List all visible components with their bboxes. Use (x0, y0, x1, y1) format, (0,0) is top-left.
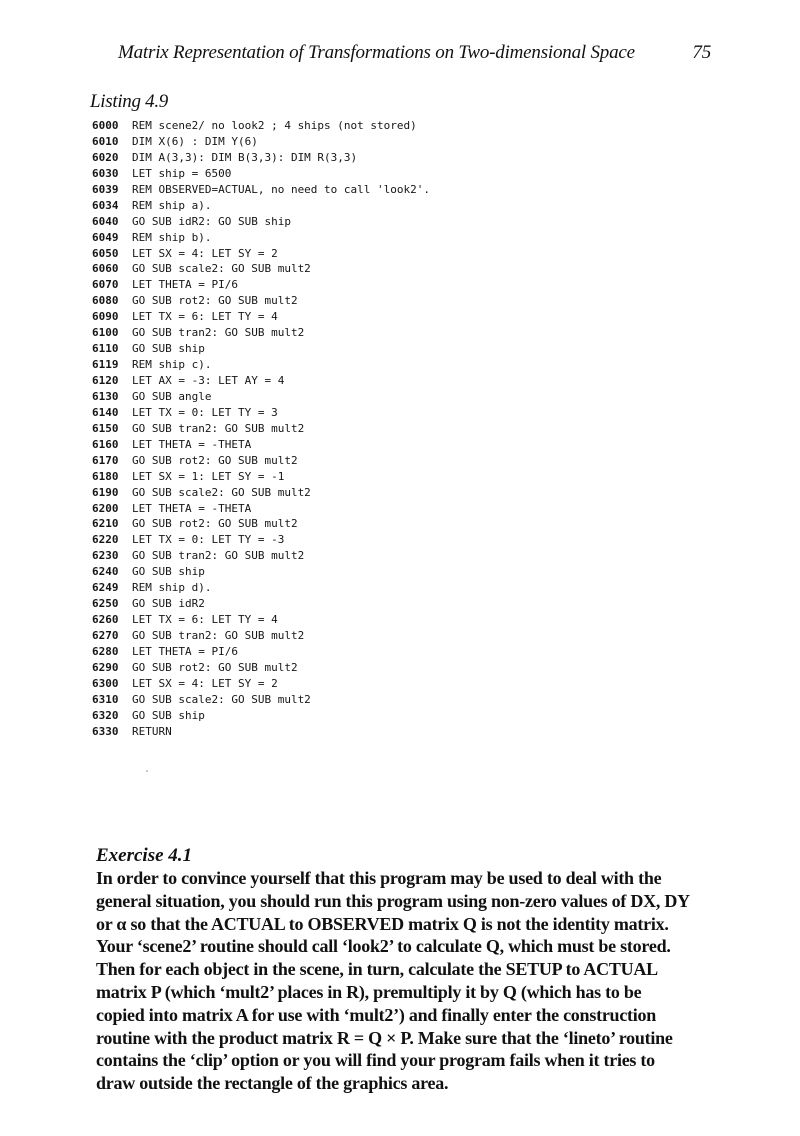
paragraph-line: contains the ‘clip’ option or you will find your program fails when it tries to (96, 1050, 655, 1071)
line-number: 6160 (92, 437, 119, 451)
code-line (92, 564, 512, 580)
code-line (92, 277, 512, 293)
line-number: 6310 (92, 692, 119, 706)
code-statement: LET SX = 4: LET SY = 2 (132, 246, 278, 260)
code-statement: REM ship c). (132, 358, 212, 372)
line-number: 6090 (92, 310, 119, 324)
code-line (92, 325, 512, 341)
code-statement: GO SUB tran2: GO SUB mult2 (132, 629, 305, 642)
code-line (92, 612, 512, 628)
line-number: 6140 (92, 405, 119, 419)
line-number: 6180 (92, 469, 119, 483)
line-number: 6119 (92, 358, 119, 372)
code-line (92, 134, 512, 150)
code-statement: GO SUB rot2: GO SUB mult2 (132, 294, 298, 308)
line-number: 6120 (92, 374, 119, 387)
stray-mark (146, 770, 148, 772)
code-line (92, 724, 512, 740)
code-line (92, 198, 512, 214)
line-number: 6170 (92, 453, 119, 467)
code-statement: GO SUB tran2: GO SUB mult2 (132, 549, 305, 563)
code-line (92, 341, 512, 357)
paragraph-line: or α so that the ACTUAL to OBSERVED matrix Q is not the identity matrix. (96, 913, 669, 934)
paragraph-line: general situation, you should run this program using non-zero values of DX, DY (96, 890, 690, 911)
code-line (92, 182, 512, 198)
code-statement: REM OBSERVED=ACTUAL, no need to call 'look2'. (132, 182, 431, 196)
code-line (92, 660, 512, 676)
code-line (92, 516, 512, 532)
code-line (92, 708, 512, 724)
exercise-body (96, 867, 736, 1095)
code-line (92, 548, 512, 564)
code-statement: REM ship d). (132, 581, 212, 595)
code-line (92, 596, 512, 612)
code-statement: LET THETA = PI/6 (132, 644, 238, 658)
code-line (92, 230, 512, 246)
line-number: 6240 (92, 565, 119, 579)
code-listing (92, 118, 512, 740)
line-number: 6110 (92, 342, 119, 356)
line-number: 6039 (92, 182, 119, 196)
line-number: 6130 (92, 389, 119, 403)
code-line (92, 421, 512, 437)
line-number: 6040 (92, 214, 119, 228)
code-statement: GO SUB ship (132, 342, 205, 356)
code-statement: GO SUB ship (132, 565, 205, 579)
code-statement: LET THETA = -THETA (132, 437, 252, 451)
code-statement: LET SX = 4: LET SY = 2 (132, 676, 278, 690)
listing-caption: Listing 4.9 (90, 91, 168, 112)
paragraph-line: draw outside the rectangle of the graphics area. (96, 1073, 449, 1094)
code-statement: DIM A(3,3): DIM B(3,3): DIM R(3,3) (132, 150, 358, 164)
code-statement: LET SX = 1: LET SY = -1 (132, 469, 285, 483)
code-statement: LET THETA = -THETA (132, 501, 252, 515)
line-number: 6050 (92, 246, 119, 260)
line-number: 6080 (92, 294, 119, 308)
code-line (92, 485, 512, 501)
code-line (92, 405, 512, 421)
line-number: 6010 (92, 134, 119, 148)
code-statement: RETURN (132, 724, 172, 738)
code-statement: REM scene2/ no look2 ; 4 ships (not stored) (132, 119, 417, 132)
code-statement: GO SUB scale2: GO SUB mult2 (132, 262, 311, 276)
running-head-title: Matrix Representation of Transformations on Two-dimensional Space (118, 42, 635, 63)
line-number: 6150 (92, 421, 119, 435)
code-statement: GO SUB idR2 (132, 597, 205, 611)
code-line (92, 580, 512, 596)
line-number: 6190 (92, 485, 119, 499)
paragraph-line: In order to convince yourself that this program may be used to deal with the (96, 868, 662, 888)
code-line (92, 692, 512, 708)
line-number: 6100 (92, 326, 119, 340)
line-number: 6210 (92, 517, 119, 531)
line-number: 6030 (92, 166, 119, 180)
paragraph-line: matrix P (which ‘mult2’ places in R), premultiply it by Q (which has to be (96, 981, 642, 1002)
code-line (92, 166, 512, 182)
line-number: 6220 (92, 533, 119, 547)
code-line (92, 437, 512, 453)
code-line (92, 469, 512, 485)
code-statement: LET TX = 6: LET TY = 4 (132, 613, 278, 627)
code-statement: LET THETA = PI/6 (132, 278, 238, 292)
code-statement: REM ship a). (132, 198, 212, 212)
code-statement: GO SUB rot2: GO SUB mult2 (132, 517, 298, 531)
line-number: 6320 (92, 708, 119, 722)
code-line (92, 357, 512, 373)
code-statement: GO SUB tran2: GO SUB mult2 (132, 421, 305, 435)
line-number: 6034 (92, 198, 119, 212)
line-number: 6200 (92, 501, 119, 515)
line-number: 6249 (92, 581, 119, 595)
line-number: 6020 (92, 150, 119, 164)
page-number: 75 (692, 42, 711, 63)
line-number: 6260 (92, 613, 119, 627)
paragraph-line: Your ‘scene2’ routine should call ‘look2’ to calculate Q, which must be stored. (96, 936, 671, 957)
line-number: 6230 (92, 549, 119, 563)
code-statement: LET TX = 0: LET TY = -3 (132, 533, 285, 547)
code-line (92, 644, 512, 660)
line-number: 6049 (92, 230, 119, 244)
line-number: 6280 (92, 644, 119, 658)
code-statement: GO SUB rot2: GO SUB mult2 (132, 660, 298, 674)
paragraph-line: Then for each object in the scene, in turn, calculate the SETUP to ACTUAL (96, 959, 658, 980)
code-statement: DIM X(6) : DIM Y(6) (132, 134, 258, 148)
code-line (92, 453, 512, 469)
code-line (92, 389, 512, 405)
line-number: 6070 (92, 278, 119, 292)
code-statement: LET AX = -3: LET AY = 4 (132, 374, 285, 387)
code-statement: GO SUB scale2: GO SUB mult2 (132, 485, 311, 499)
code-line (92, 261, 512, 277)
code-line (92, 676, 512, 692)
code-statement: LET ship = 6500 (132, 166, 232, 180)
code-statement: GO SUB rot2: GO SUB mult2 (132, 453, 298, 467)
code-statement: GO SUB angle (132, 389, 212, 403)
line-number: 6270 (92, 629, 119, 642)
paragraph-line: routine with the product matrix R = Q × P. Make sure that the ‘lineto’ routine (96, 1027, 673, 1048)
code-statement: LET TX = 0: LET TY = 3 (132, 405, 278, 419)
code-statement: GO SUB idR2: GO SUB ship (132, 214, 291, 228)
code-statement: LET TX = 6: LET TY = 4 (132, 310, 278, 324)
paragraph-line: copied into matrix A for use with ‘mult2’) and finally enter the construction (96, 1004, 657, 1025)
line-number: 6060 (92, 262, 119, 276)
code-statement: REM ship b). (132, 230, 212, 244)
code-line (92, 628, 512, 644)
code-line (92, 501, 512, 517)
line-number: 6000 (92, 119, 119, 132)
code-statement: GO SUB tran2: GO SUB mult2 (132, 326, 305, 340)
code-statement: GO SUB scale2: GO SUB mult2 (132, 692, 311, 706)
line-number: 6290 (92, 660, 119, 674)
exercise-title: Exercise 4.1 (96, 845, 193, 866)
code-line (92, 293, 512, 309)
code-line (92, 373, 512, 389)
code-statement: GO SUB ship (132, 708, 205, 722)
code-line (92, 150, 512, 166)
code-line (92, 309, 512, 325)
line-number: 6300 (92, 676, 119, 690)
line-number: 6330 (92, 724, 119, 738)
line-number: 6250 (92, 597, 119, 611)
code-line (92, 118, 512, 134)
code-line (92, 246, 512, 262)
code-line (92, 532, 512, 548)
running-head (118, 42, 718, 70)
code-line (92, 214, 512, 230)
